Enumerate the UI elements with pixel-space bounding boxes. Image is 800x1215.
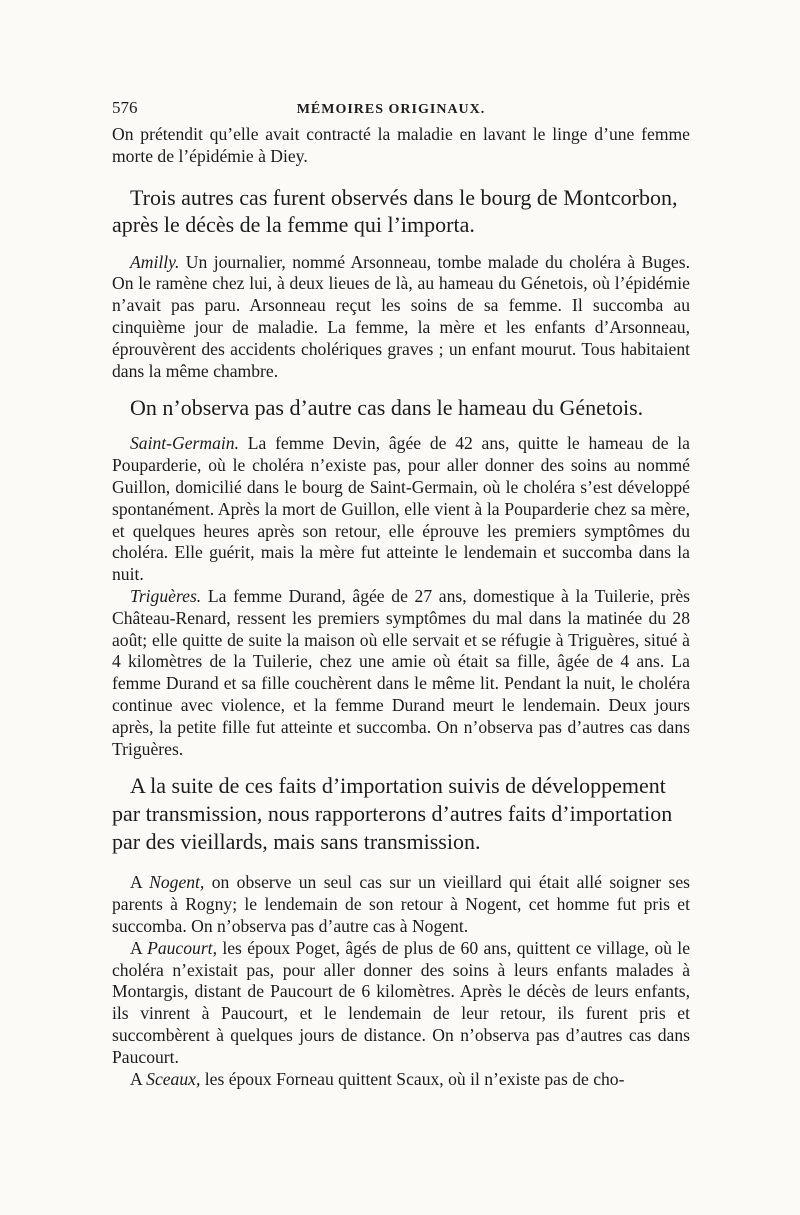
paragraph-saint-germain xyxy=(112,433,690,586)
paragraph-paucourt-text: les époux Poget, âgés de plus de 60 ans, quittent ce village, où le choléra n’existait pas, pour aller donner des soins à leurs enfants malades à Montargis, distant de Paucourt de 6 kilomètres. Après le décès de leurs enfants, ils vinrent à Paucourt, et le lendemain de leur retour, ils furent pris et succombèrent à quelques jours de distance. On n’observa pas d’autres cas dans Paucourt. xyxy=(112,937,691,1067)
place-sceaux: Sceaux, xyxy=(146,1068,201,1089)
place-trigueres: Triguères. xyxy=(130,585,202,606)
paragraph-nogent-text: on observe un seul cas sur un vieillard qui était allé soigner ses parents à Rogny; le lendemain de son retour à Nogent, cet homme fut pris et succomba. On n’observa pas d’autre cas à Nogent. xyxy=(112,872,690,936)
page-number: 576 xyxy=(112,98,138,117)
place-paucourt: Paucourt, xyxy=(147,937,217,958)
summary-genetois: On n’observa pas d’autre cas dans le hameau du Génetois. xyxy=(130,395,644,421)
place-saint-germain: Saint-Germain. xyxy=(130,433,239,454)
place-nogent: Nogent, xyxy=(149,872,205,893)
summary-montcorbon: Trois autres cas furent observés dans le bourg de Montcorbon, après le décès de la femme qui l’importa. xyxy=(112,184,678,237)
paragraph-paucourt-pre: A xyxy=(130,937,148,958)
paragraph-nogent-pre: A xyxy=(130,872,150,893)
paragraph-trigueres-text: La femme Durand, âgée de 27 ans, domestique à la Tuilerie, près Château-Renard, ressent les premiers symptômes du mal dans la matinée du 28 août; elle quitte de suite la maison où elle servait et se réfugie à Triguères, situé à 4 kilomètres de la Tuilerie, chez une amie où était sa fille, âgée de 4 ans. La femme Durand et sa fille couchèrent dans le même lit. Pendant la nuit, le choléra continue avec violence, et la femme Durand meurt le lendemain. Deux jours après, la petite fille fut atteinte et succomba. On n’observa pas d’autres cas dans Triguères. xyxy=(112,585,690,759)
paragraph-nogent xyxy=(112,872,690,937)
book-page xyxy=(112,98,690,1090)
paragraph-sceaux-text: les époux Forneau quittent Scaux, où il n’existe pas de cho- xyxy=(200,1068,625,1089)
paragraph-paucourt xyxy=(112,938,690,1069)
place-amilly: Amilly. xyxy=(130,251,180,272)
paragraph-sceaux xyxy=(112,1069,690,1091)
summary-importation: A la suite de ces faits d’importation suivis de développement par transmission, nous rapporterons d’autres faits d’importation par des vieillards, mais sans transmission. xyxy=(112,773,673,855)
paragraph-sceaux-pre: A xyxy=(130,1068,147,1089)
paragraph-saint-germain-text: La femme Devin, âgée de 42 ans, quitte le hameau de la Pouparderie, où le choléra n’existe pas, pour aller donner des soins au nommé Guillon, domicilié dans le bourg de Saint-Germain, où le choléra s’est développé spontanément. Après la mort de Guillon, elle vient à la Pouparderie chez sa mère, et quelques heures après son retour, elle éprouve les premiers symptômes du choléra. Elle guérit, mais la mère fut atteinte le lendemain et succomba dans la nuit. xyxy=(112,433,690,585)
paragraph-trigueres xyxy=(112,586,690,760)
paragraph-amilly xyxy=(112,252,690,383)
paragraph-diey: On prétendit qu’elle avait contracté la maladie en lavant le linge d’une femme morte de l’épidémie à Diey. xyxy=(112,124,690,166)
paragraph-amilly-text: Un journalier, nommé Arsonneau, tombe malade du choléra à Buges. On le ramène chez lui, à deux lieues de là, au hameau du Génetois, où l’épidémie n’avait pas paru. Arsonneau reçut les soins de sa femme. Il succomba au cinquième jour de maladie. La femme, la mère et les enfants d’Arsonneau, éprouvèrent des accidents cholériques graves ; un enfant mourut. Tous habitaient dans la même chambre. xyxy=(112,251,690,381)
page-header xyxy=(112,98,690,120)
running-title: MÉMOIRES ORIGINAUX. xyxy=(296,102,486,117)
